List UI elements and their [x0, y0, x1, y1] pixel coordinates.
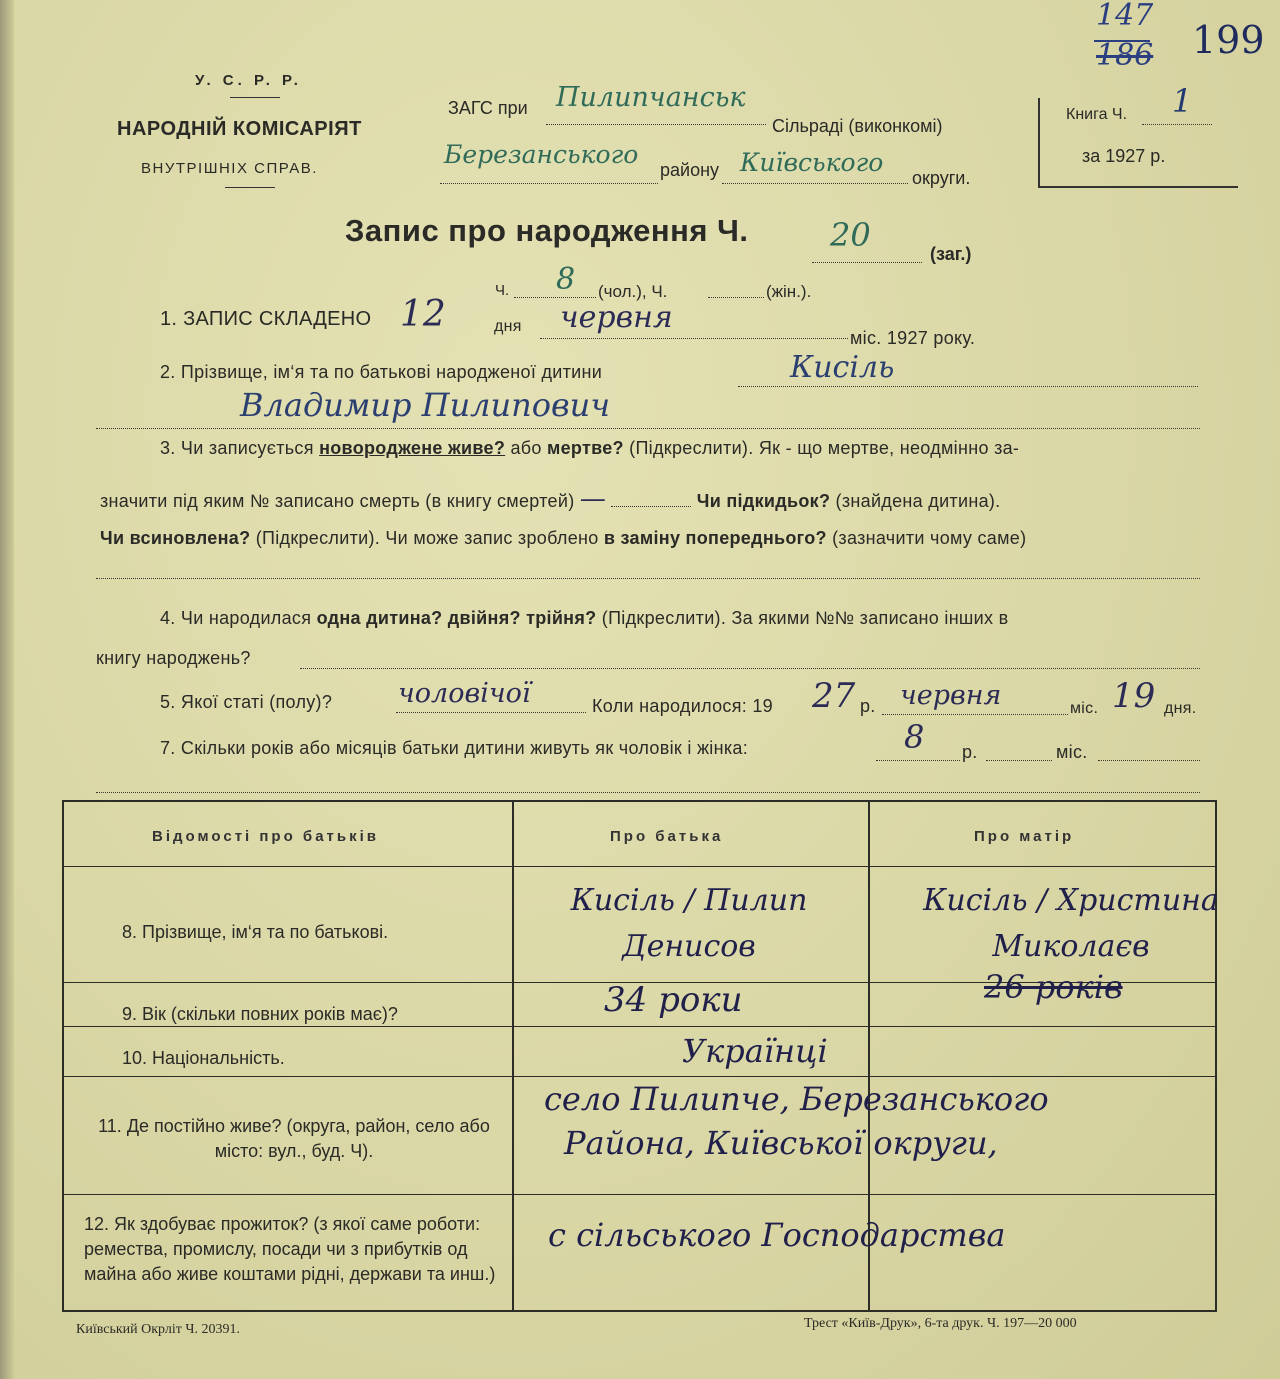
q5-month-handwritten: червня	[900, 680, 1002, 711]
q7-months-line	[986, 760, 1052, 761]
q3-line2	[100, 484, 1000, 514]
archive-number-top: 147	[1096, 0, 1154, 33]
zags-village-line	[546, 124, 766, 125]
record-number-line	[812, 262, 922, 263]
q1-day-handwritten: 12	[400, 294, 446, 335]
district-line	[440, 183, 658, 184]
district-label: району	[660, 160, 720, 180]
q3-line1	[160, 438, 1019, 459]
q1-month-handwritten: червня	[560, 300, 673, 335]
okruha-label: округи.	[912, 168, 971, 188]
q2-name-handwritten: Владимир Пилипович	[240, 386, 611, 424]
q4-line2: книгу народжень?	[96, 648, 251, 668]
q2-name-line	[96, 428, 1200, 429]
q5-mis: міс.	[1070, 700, 1099, 717]
q1-suffix: міс. 1927 року.	[850, 328, 976, 348]
table-header-mother: Про матір	[974, 828, 1075, 845]
q3-l3d: (зазначити чому саме)	[826, 528, 1027, 548]
female-count-suffix: (жін.).	[766, 282, 812, 301]
q7-label: 7. Скільки років або місяців батьки дитини живуть як чоловік і жінка:	[160, 738, 749, 758]
table-row-12-label: 12. Як здобуває прожиток? (з якої саме роботи: ремества, промислу, посади чи з прибутків од майна або живе коштами рідні, держави та инш.)	[84, 1214, 496, 1284]
q5-sex-line	[396, 712, 586, 713]
q5-day-handwritten: 19	[1112, 676, 1156, 716]
page-edge-shadow	[0, 0, 14, 1379]
book-number-line	[1142, 124, 1212, 125]
okruha-handwritten: Київського	[740, 148, 884, 177]
table-row-divider-4	[64, 1194, 1215, 1195]
male-count-suffix: (чол.), Ч.	[598, 282, 668, 301]
q3-l1d: мертве?	[547, 438, 624, 458]
q5-born-label: Коли народилося: 19	[592, 696, 773, 716]
book-number-handwritten: 1	[1172, 82, 1193, 120]
usrr-label: У. С. Р. Р.	[195, 72, 302, 89]
table-row-8-label: 8. Прізвище, ім‘я та по батькові.	[122, 922, 389, 942]
table-row-11-label: 11. Де постійно живе? (округа, район, село або місто: вул., буд. Ч).	[98, 1116, 490, 1161]
q3-dash-line	[611, 506, 691, 507]
commissariat-subtitle: ВНУТРІШНІХ СПРАВ.	[141, 160, 318, 177]
q7-years-line	[876, 760, 960, 761]
district-handwritten: Березанського	[444, 140, 639, 169]
q7-blank-line	[96, 792, 1200, 793]
q3-l2a: значити під яким № записано смерть (в книгу смертей)	[100, 491, 575, 511]
table-header-info: Відомості про батьків	[152, 828, 379, 845]
footer-left: Київський Окрліт Ч. 20391.	[76, 1322, 240, 1337]
zags-village-handwritten: Пилипчанськ	[556, 82, 746, 113]
q3-dash-handwritten: —	[579, 484, 607, 514]
zags-prefix: ЗАГС при	[448, 98, 528, 118]
q7-trailing-line	[1098, 760, 1200, 761]
q5-r: р.	[860, 696, 876, 716]
q4-l1a: 4. Чи народилася	[160, 608, 317, 628]
record-title: Запис про народження Ч.	[345, 213, 749, 248]
q5-year-handwritten: 27	[812, 676, 856, 716]
table-row-9-label: 9. Вік (скільки повних років має)?	[122, 1004, 398, 1024]
q3-l1c: або	[505, 438, 547, 458]
footer-right: Трест «Київ-Друк», 6-та друк. Ч. 197—20 000	[804, 1316, 1077, 1331]
q3-l3b: (Підкреслити). Чи може запис зроблено	[250, 528, 604, 548]
q5-label: 5. Якої статі (полу)?	[160, 692, 333, 712]
header-rule	[230, 97, 280, 98]
q1-day-word: дня	[494, 318, 522, 335]
archive-number-crossed: 186	[1096, 38, 1154, 73]
record-title-suffix: (заг.)	[930, 244, 972, 264]
record-number-handwritten: 20	[830, 216, 871, 254]
male-count-line	[514, 297, 596, 298]
q3-l2c: (знайдена дитина).	[830, 491, 1001, 511]
male-count-prefix: Ч.	[495, 282, 510, 299]
q3-l1a: 3. Чи записується	[160, 438, 320, 458]
table-row-10-nationality-handwritten: Українці	[682, 1032, 828, 1070]
book-label: Книга Ч.	[1066, 106, 1128, 123]
table-row-9-father-handwritten: 34 роки	[604, 980, 743, 1020]
q5-month-line	[882, 714, 1068, 715]
table-row-divider-3	[64, 1076, 1215, 1077]
q2-surname-handwritten: Кисіль	[790, 350, 895, 385]
table-row-9-mother-handwritten: 26 років	[984, 968, 1123, 1006]
commissariat-title: НАРОДНІЙ КОМІСАРІЯТ	[117, 118, 362, 140]
q7-years-handwritten: 8	[904, 718, 925, 756]
q4-l1c: (Підкреслити). За якими №№ записано інших в	[596, 608, 1009, 628]
q4-line1	[160, 608, 1009, 629]
q5-dnia: дня.	[1164, 700, 1197, 717]
q3-blank-line	[96, 578, 1200, 579]
q3-l2b: Чи підкидьок?	[696, 491, 831, 511]
q3-line3	[100, 528, 1026, 549]
table-row-11-line2-handwritten: Района, Київської округи,	[564, 1124, 998, 1162]
table-header-divider	[64, 866, 1215, 867]
q4-blank-line	[300, 668, 1200, 669]
zags-suffix: Сільраді (виконкомі)	[772, 116, 943, 136]
table-row-12-livelihood-handwritten: с сільського Господарства	[548, 1216, 1006, 1254]
archive-number-underline	[1094, 40, 1150, 42]
archive-number-right: 199	[1192, 18, 1265, 62]
q3-l3a: Чи всиновлена?	[100, 528, 251, 548]
male-count-handwritten: 8	[556, 262, 576, 297]
table-row-11-line1-handwritten: село Пилипче, Березанського	[544, 1080, 1049, 1118]
q3-l3c: в заміну попереднього?	[603, 528, 827, 548]
book-year: за 1927 р.	[1082, 146, 1166, 166]
q2-label: 2. Прізвище, ім‘я та по батькові народженої дитини	[160, 362, 603, 382]
table-row-8-father-handwritten: Кисіль / Пилип Денисов	[570, 883, 808, 964]
parents-table	[62, 800, 1217, 1312]
table-header-father: Про батька	[610, 828, 724, 845]
female-count-line	[708, 297, 764, 298]
header-rule-2	[225, 187, 275, 188]
q1-month-line	[540, 338, 848, 339]
q3-l1b: новороджене живе?	[319, 438, 506, 458]
table-row-8-mother-handwritten: Кисіль / Христина Миколаєв	[923, 883, 1219, 964]
q1-label: 1. ЗАПИС СКЛАДЕНО	[160, 308, 372, 330]
q7-r: р.	[962, 742, 978, 762]
table-row-10-label: 10. Національність.	[122, 1048, 285, 1068]
q2-surname-line	[738, 386, 1198, 387]
q7-mis: міс.	[1056, 742, 1088, 762]
q4-l1b: одна дитина? двійня? трійня?	[316, 608, 597, 628]
q3-l1e: (Підкреслити). Як - що мертве, неодмінно за-	[623, 438, 1020, 458]
table-col-divider-1	[512, 802, 514, 1310]
okruha-line	[722, 183, 908, 184]
q5-sex-handwritten: чоловічої	[398, 678, 531, 709]
